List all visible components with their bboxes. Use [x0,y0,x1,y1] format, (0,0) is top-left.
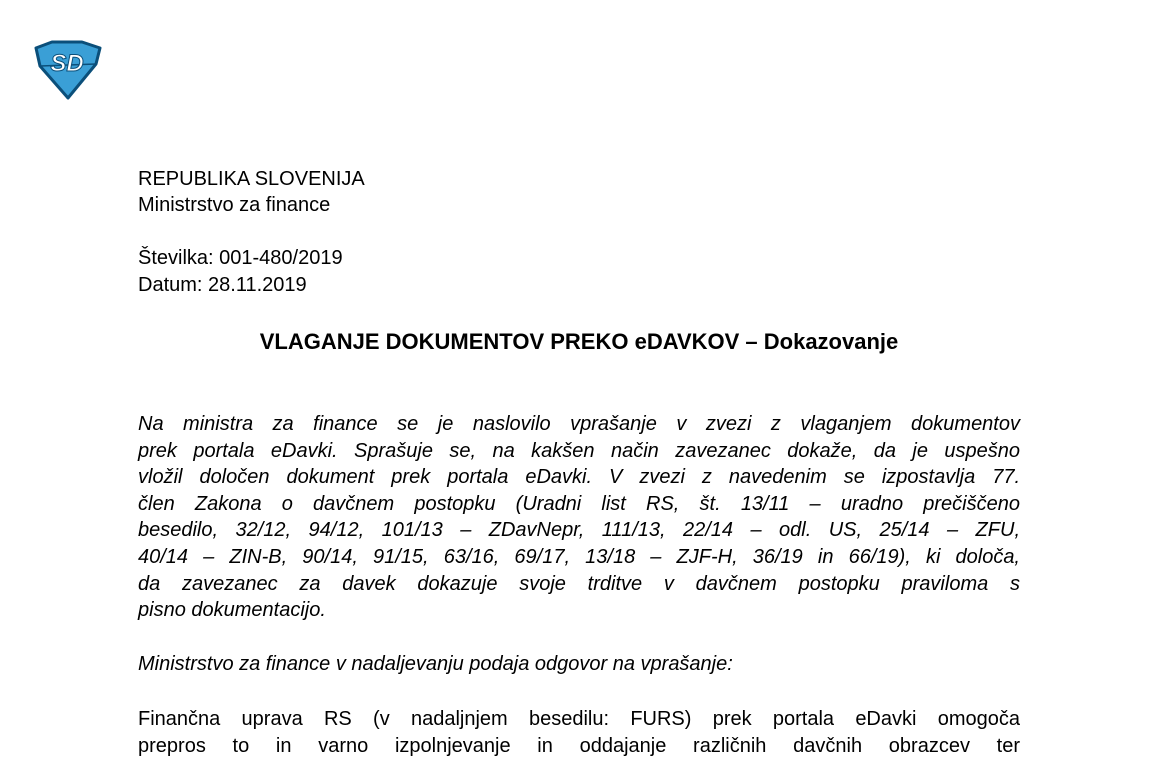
answer-intro-text: Ministrstvo za finance v nadaljevanju podaja odgovor na vprašanje: [138,653,733,675]
question-line: pisno dokumentacijo. [138,599,326,622]
body-paragraph [138,706,1020,759]
body-line: prepros to in varno izpolnjevanje in oddajanje različnih davčnih obrazcev ter [138,734,1020,757]
logo-text: SD [50,50,84,77]
country-name: REPUBLIKA SLOVENIJA [138,168,365,190]
document-title: VLAGANJE DOKUMENTOV PREKO eDAVKOV – Dokazovanje [259,329,899,354]
question-line: člen Zakona o davčnem postopku (Uradni list RS, št. 13/11 – uradno prečiščeno [138,492,1020,515]
question-paragraph [138,411,1020,624]
question-line: vložil določen dokument prek portala eDavki. V zvezi z navedenim se izpostavlja 77. [138,466,1020,489]
question-line: da zavezanec za davek dokazuje svoje trditve v davčnem postopku praviloma s [138,572,1020,595]
question-line: 40/14 – ZIN-B, 90/14, 91/15, 63/16, 69/17, 13/18 – ZJF-H, 36/19 in 66/19), ki določa, [138,545,1020,568]
question-line: besedilo, 32/12, 94/12, 101/13 – ZDavNepr, 111/13, 22/14 – odl. US, 25/14 – ZFU, [138,519,1020,542]
body-line: Finančna uprava RS (v nadaljnjem besedilu: FURS) prek portala eDavki omogoča [138,708,1020,730]
sd-shield-logo-icon [30,40,104,100]
document-date: Datum: 28.11.2019 [138,274,307,296]
answer-intro [138,651,1020,678]
question-line: Na ministra za finance se je naslovilo vprašanje v zvezi z vlaganjem dokumentov [138,413,1020,435]
ministry-name: Ministrstvo za finance [138,194,331,216]
question-line: prek portala eDavki. Sprašuje se, na kakšen način zavezanec dokaže, da je uspešno [138,439,1020,462]
document-number: Številka: 001-480/2019 [138,247,343,269]
